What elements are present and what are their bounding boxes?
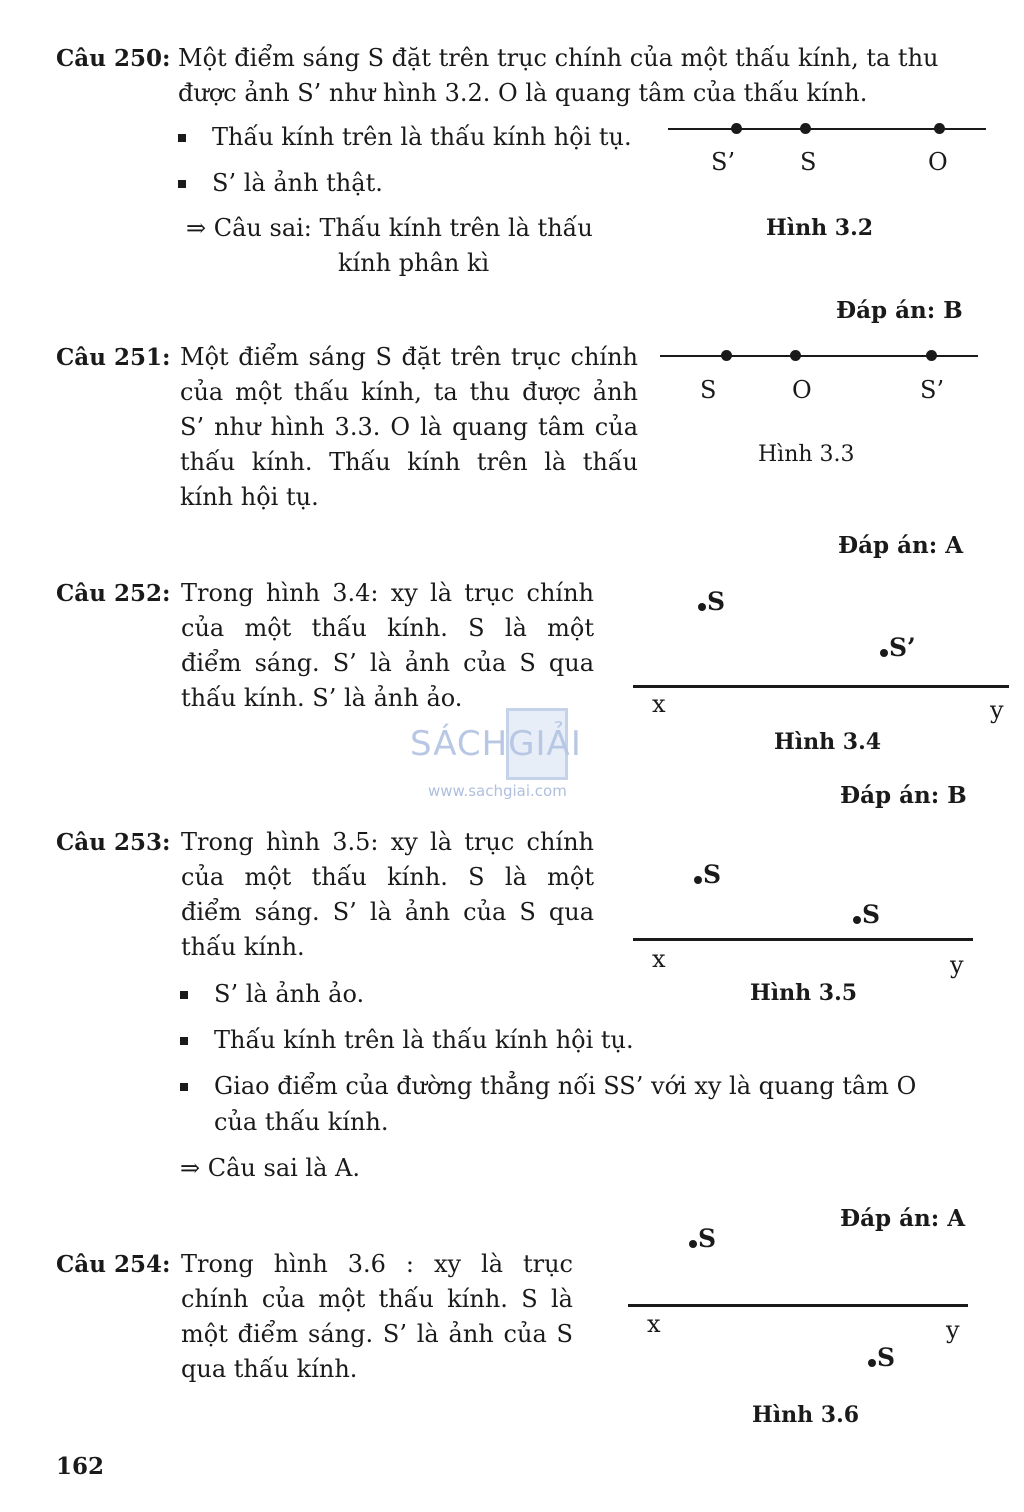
fig35-label-x: x <box>652 945 666 973</box>
fig32-label-s-prime: S’ <box>711 148 736 176</box>
q253-label: Câu 253: <box>56 829 171 856</box>
q251-text <box>180 340 638 515</box>
fig36-caption: Hình 3.6 <box>752 1402 860 1428</box>
watermark-brand: SÁCHGIẢI <box>410 724 582 764</box>
fig32-caption: Hình 3.2 <box>766 215 874 241</box>
q252-line: thấu kính. S’ là ảnh ảo. <box>181 684 463 712</box>
fig32-dot-o <box>934 123 945 134</box>
fig32-dot-s-prime <box>731 123 742 134</box>
q253-line: điểm sáng. S’ là ảnh của S qua <box>181 898 594 926</box>
bullet-text: Thấu kính trên là thấu kính hội tụ. <box>214 1026 634 1054</box>
bullet-square-icon <box>180 1037 188 1045</box>
q251-answer: Đáp án: A <box>838 532 964 559</box>
point-dot-icon <box>694 876 702 884</box>
fig34-point-s <box>698 588 725 616</box>
q252-text <box>181 576 594 716</box>
q252-line: Trong hình 3.4: xy là trục chính <box>181 579 594 607</box>
fig36-label-y: y <box>946 1316 960 1344</box>
fig35-caption: Hình 3.5 <box>750 980 858 1006</box>
q254-line: chính của một thấu kính. S là <box>181 1285 573 1313</box>
bullet-square-icon <box>180 991 188 999</box>
fig34-point-s-prime <box>880 634 916 662</box>
point-dot-icon <box>698 603 706 611</box>
bullet-text: S’ là ảnh thật. <box>212 169 383 197</box>
q251-line: Một điểm sáng S đặt trên trục chính <box>180 343 638 371</box>
q250-line1: Một điểm sáng S đặt trên trục chính của một thấu kính, ta thu <box>178 44 939 72</box>
q252-answer: Đáp án: B <box>840 782 967 809</box>
q252-label: Câu 252: <box>56 580 171 607</box>
q250-label: Câu 250: <box>56 45 171 72</box>
fig33-label-s-prime: S’ <box>920 376 945 404</box>
watermark <box>410 706 620 800</box>
q252-line: của một thấu kính. S là một <box>181 614 594 642</box>
q254-line: một điểm sáng. S’ là ảnh của S <box>181 1320 573 1348</box>
q250-conclusion-line2: kính phân kì <box>338 249 490 277</box>
fig33-label-o: O <box>792 376 812 404</box>
point-dot-icon <box>689 1240 697 1248</box>
q251-label: Câu 251: <box>56 344 171 371</box>
q254-line: qua thấu kính. <box>181 1355 358 1383</box>
point-dot-icon <box>880 649 888 657</box>
q250-answer: Đáp án: B <box>836 297 963 324</box>
bullet-square-icon <box>178 134 186 142</box>
point-label: S’ <box>889 633 916 662</box>
fig36-axis-xy <box>628 1304 968 1307</box>
fig34-caption: Hình 3.4 <box>774 729 882 755</box>
q251-line: của một thấu kính, ta thu được ảnh <box>180 378 638 406</box>
point-label: S <box>703 860 722 889</box>
bullet-text: Giao điểm của đường thẳng nối SS’ với xy là quang tâm O <box>214 1072 917 1100</box>
point-label: S <box>707 587 726 616</box>
watermark-url: www.sachgiai.com <box>428 782 567 800</box>
q251-line: thấu kính. Thấu kính trên là thấu <box>180 448 638 476</box>
fig32-dot-s <box>800 123 811 134</box>
bullet-square-icon <box>180 1083 188 1091</box>
q251-line: S’ như hình 3.3. O là quang tâm của <box>180 413 638 441</box>
point-label: S <box>698 1224 717 1253</box>
point-label: S <box>877 1343 896 1372</box>
fig33-dot-o <box>790 350 801 361</box>
q253-text <box>181 825 594 965</box>
q253-line: thấu kính. <box>181 933 305 961</box>
q253-answer: Đáp án: A <box>840 1205 966 1232</box>
page-number: 162 <box>56 1453 105 1480</box>
q254-text <box>181 1247 573 1387</box>
fig35-axis-xy <box>633 938 973 941</box>
fig33-label-s: S <box>700 376 717 404</box>
bullet-text: Thấu kính trên là thấu kính hội tụ. <box>212 123 632 151</box>
fig34-label-x: x <box>652 690 666 718</box>
fig36-point-s <box>689 1225 716 1253</box>
fig32-label-s: S <box>800 148 817 176</box>
point-label: S <box>862 900 881 929</box>
fig36-point-s-image <box>868 1344 895 1372</box>
fig33-dot-s <box>721 350 732 361</box>
bullet-text: S’ là ảnh ảo. <box>214 980 365 1008</box>
fig33-dot-s-prime <box>926 350 937 361</box>
fig33-caption: Hình 3.3 <box>758 442 855 467</box>
point-dot-icon <box>853 916 861 924</box>
fig34-label-y: y <box>990 696 1004 724</box>
fig35-label-y: y <box>950 951 964 979</box>
q253-line: của một thấu kính. S là một <box>181 863 594 891</box>
q252-line: điểm sáng. S’ là ảnh của S qua <box>181 649 594 677</box>
fig36-label-x: x <box>647 1310 661 1338</box>
q250-line2: được ảnh S’ như hình 3.2. O là quang tâm của thấu kính. <box>178 79 868 107</box>
q253-conclusion: ⇒ Câu sai là A. <box>180 1154 360 1182</box>
point-dot-icon <box>868 1359 876 1367</box>
fig34-axis-xy <box>633 685 1009 688</box>
q253-line: Trong hình 3.5: xy là trục chính <box>181 828 594 856</box>
bullet-square-icon <box>178 180 186 188</box>
q253-bullet-3-cont: của thấu kính. <box>214 1108 389 1136</box>
q250-conclusion-line1: ⇒ Câu sai: Thấu kính trên là thấu <box>186 214 593 242</box>
fig35-point-s-image <box>853 901 880 929</box>
fig32-label-o: O <box>928 148 948 176</box>
q251-line: kính hội tụ. <box>180 483 319 511</box>
q254-line: Trong hình 3.6 : xy là trục <box>181 1250 573 1278</box>
fig35-point-s <box>694 861 721 889</box>
q254-label: Câu 254: <box>56 1251 171 1278</box>
